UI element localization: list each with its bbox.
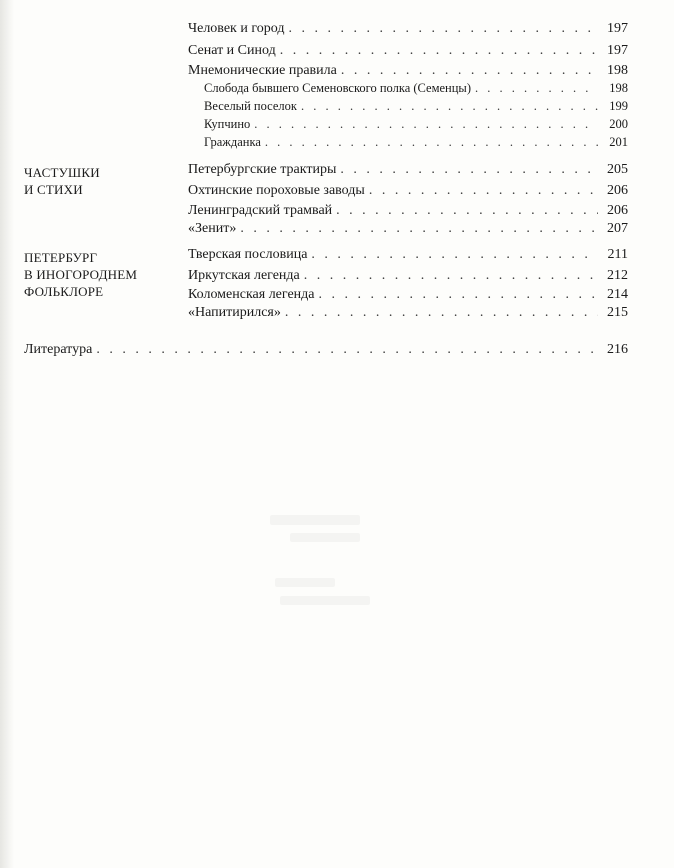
toc-page-number: 216 <box>607 342 628 357</box>
section-label-line: И СТИХИ <box>24 182 83 197</box>
toc-page-number: 199 <box>609 99 628 113</box>
dot-leader <box>265 135 598 150</box>
section-label-line: ФОЛЬКЛОРЕ <box>24 284 104 299</box>
toc-page-number: 206 <box>607 183 628 198</box>
toc-page-number: 200 <box>609 117 628 131</box>
dot-leader <box>96 342 598 358</box>
toc-entry[interactable] <box>188 183 628 199</box>
toc-entry-title: Охтинские пороховые заводы <box>188 183 365 198</box>
toc-entry[interactable] <box>188 305 628 321</box>
toc-entry[interactable] <box>188 268 628 284</box>
toc-entry-title: Ленинградский трамвай <box>188 203 333 218</box>
toc-page-number: 214 <box>607 287 628 302</box>
toc-entry-title: Человек и город <box>188 21 285 36</box>
dot-leader <box>288 21 598 37</box>
dot-leader <box>304 268 598 284</box>
toc-entry-title: Слобода бывшего Семеновского полка (Семенцы) <box>204 81 471 95</box>
toc-page-number: 215 <box>607 305 628 320</box>
toc-page-number: 198 <box>609 81 628 95</box>
toc-subentry[interactable] <box>204 117 628 132</box>
show-through-mark <box>270 515 360 525</box>
toc-entry-title: «Напитирился» <box>188 305 281 320</box>
dot-leader <box>341 63 598 79</box>
dot-leader <box>475 81 598 96</box>
toc-entry-title: Петербургские трактиры <box>188 162 337 177</box>
toc-entry-title: Сенат и Синод <box>188 43 276 58</box>
toc-page-number: 205 <box>607 162 628 177</box>
toc-page-number: 206 <box>607 203 628 218</box>
section-label-line: ЧАСТУШКИ <box>24 165 100 180</box>
toc-page-number: 198 <box>607 63 628 78</box>
toc-entry-title: Иркутская легенда <box>188 268 300 283</box>
dot-leader <box>340 162 598 178</box>
section-label-line: ПЕТЕРБУРГ <box>24 250 98 265</box>
toc-subentry[interactable] <box>204 135 628 150</box>
toc-entry-title: Коломенская легенда <box>188 287 315 302</box>
toc-entry-title: Веселый поселок <box>204 99 297 113</box>
section-label-peterburg <box>24 249 137 300</box>
toc-entry[interactable] <box>188 203 628 219</box>
toc-entry[interactable] <box>188 43 628 59</box>
section-label-line: В ИНОГОРОДНЕМ <box>24 267 138 282</box>
binding-shadow <box>0 0 14 868</box>
toc-page-number: 197 <box>607 21 628 36</box>
toc-entry[interactable] <box>188 21 628 37</box>
toc-entry[interactable] <box>188 162 628 178</box>
toc-entry[interactable] <box>188 247 628 263</box>
show-through-mark <box>290 533 360 542</box>
toc-entry-title: Тверская пословица <box>188 247 308 262</box>
toc-entry[interactable] <box>188 221 628 237</box>
dot-leader <box>280 43 598 59</box>
dot-leader <box>301 99 598 114</box>
toc-entry-title: Литература <box>24 342 93 357</box>
toc-page-number: 207 <box>607 221 628 236</box>
toc-page-number: 201 <box>609 135 628 149</box>
toc-entry-title: «Зенит» <box>188 221 237 236</box>
toc-page-number: 197 <box>607 43 628 58</box>
toc-page-number: 211 <box>607 247 628 262</box>
toc-entry[interactable] <box>188 287 628 303</box>
dot-leader <box>285 305 598 321</box>
toc-entry-title: Мнемонические правила <box>188 63 337 78</box>
toc-entry-title: Гражданка <box>204 135 261 149</box>
section-label-chastushki <box>24 164 100 198</box>
toc-entry[interactable] <box>188 63 628 79</box>
toc-subentry[interactable] <box>204 81 628 96</box>
toc-page-number: 212 <box>607 268 628 283</box>
dot-leader <box>311 247 598 263</box>
toc-entry-title: Купчино <box>204 117 251 131</box>
toc-subentry[interactable] <box>204 99 628 114</box>
dot-leader <box>336 203 598 219</box>
dot-leader <box>254 117 598 132</box>
dot-leader <box>319 287 599 303</box>
dot-leader <box>369 183 598 199</box>
show-through-mark <box>280 596 370 605</box>
toc-entry-literature[interactable] <box>24 342 628 358</box>
dot-leader <box>240 221 598 237</box>
show-through-mark <box>275 578 335 587</box>
